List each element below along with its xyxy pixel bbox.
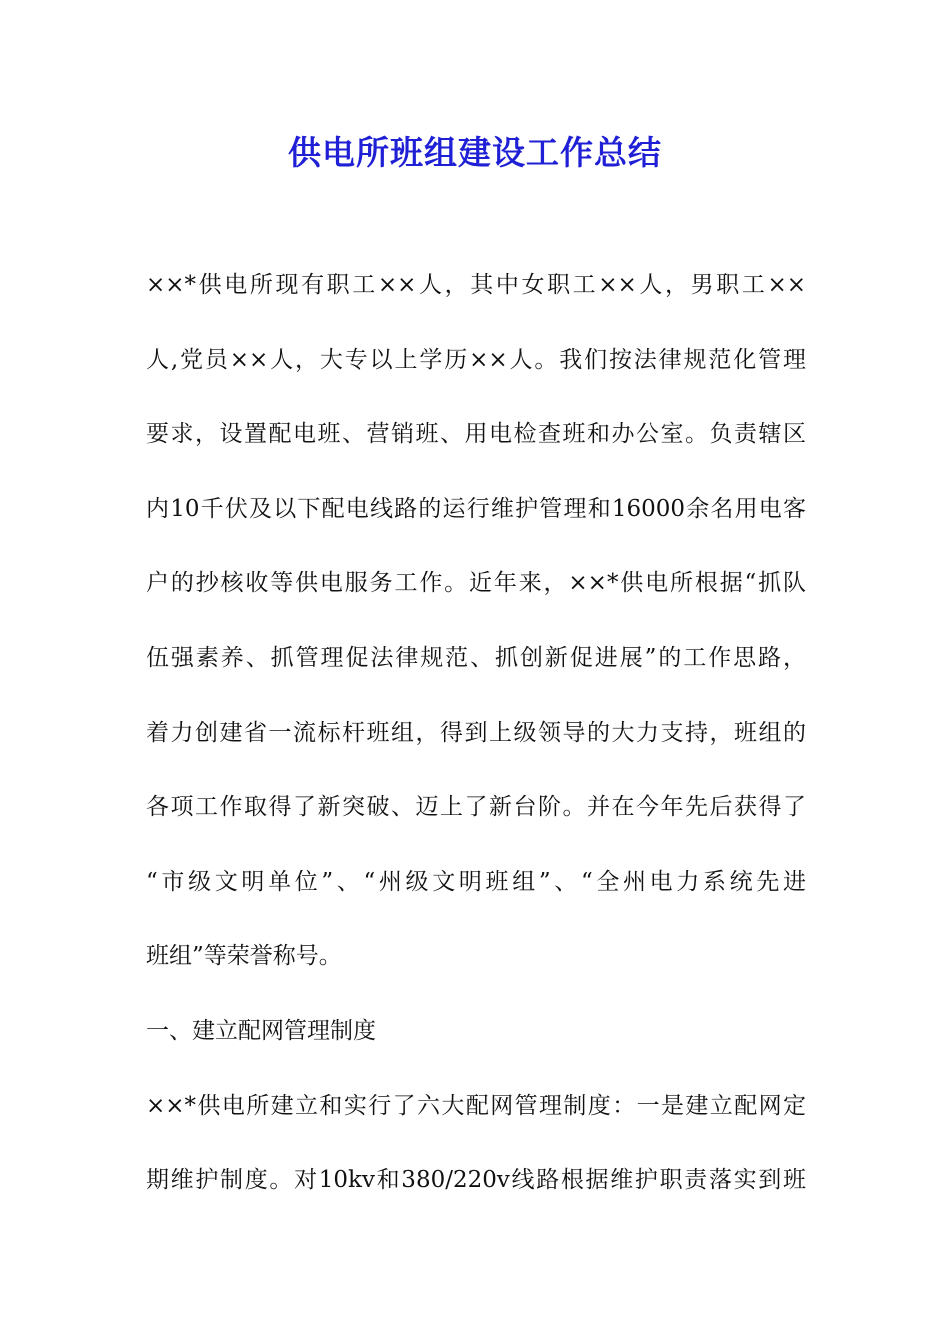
document-body: [146, 261, 806, 1231]
body-line: 内10千伏及以下配电线路的运行维护管理和16000余名用电客: [146, 495, 806, 522]
document-title: 供电所班组建设工作总结: [288, 133, 662, 172]
body-line: 各项工作取得了新突破、迈上了新台阶。并在今年先后获得了: [146, 794, 806, 821]
body-line: ××*供电所现有职工××人，其中女职工××人，男职工××: [146, 272, 806, 298]
body-line: 要求，设置配电班、营销班、用电检查班和办公室。负责辖区: [146, 421, 806, 448]
section-heading: 一、建立配网管理制度: [146, 1017, 376, 1044]
body-line: 人,党员××人，大专以上学历××人。我们按法律规范化管理: [146, 346, 806, 373]
body-line: 期维护制度。对10kv和380/220v线路根据维护职责落实到班: [146, 1167, 806, 1194]
body-line: “市级文明单位”、“州级文明班组”、“全州电力系统先进: [146, 868, 806, 895]
body-line: ××*供电所建立和实行了六大配网管理制度：一是建立配网定: [146, 1092, 806, 1119]
body-line: 着力创建省一流标杆班组，得到上级领导的大力支持，班组的: [146, 719, 806, 746]
body-line: 户的抄核收等供电服务工作。近年来，××*供电所根据“抓队: [146, 570, 806, 597]
body-line-paragraph-end: 班组”等荣誉称号。: [146, 943, 342, 970]
body-line: 伍强素养、抓管理促法律规范、抓创新促进展”的工作思路，: [146, 644, 806, 671]
